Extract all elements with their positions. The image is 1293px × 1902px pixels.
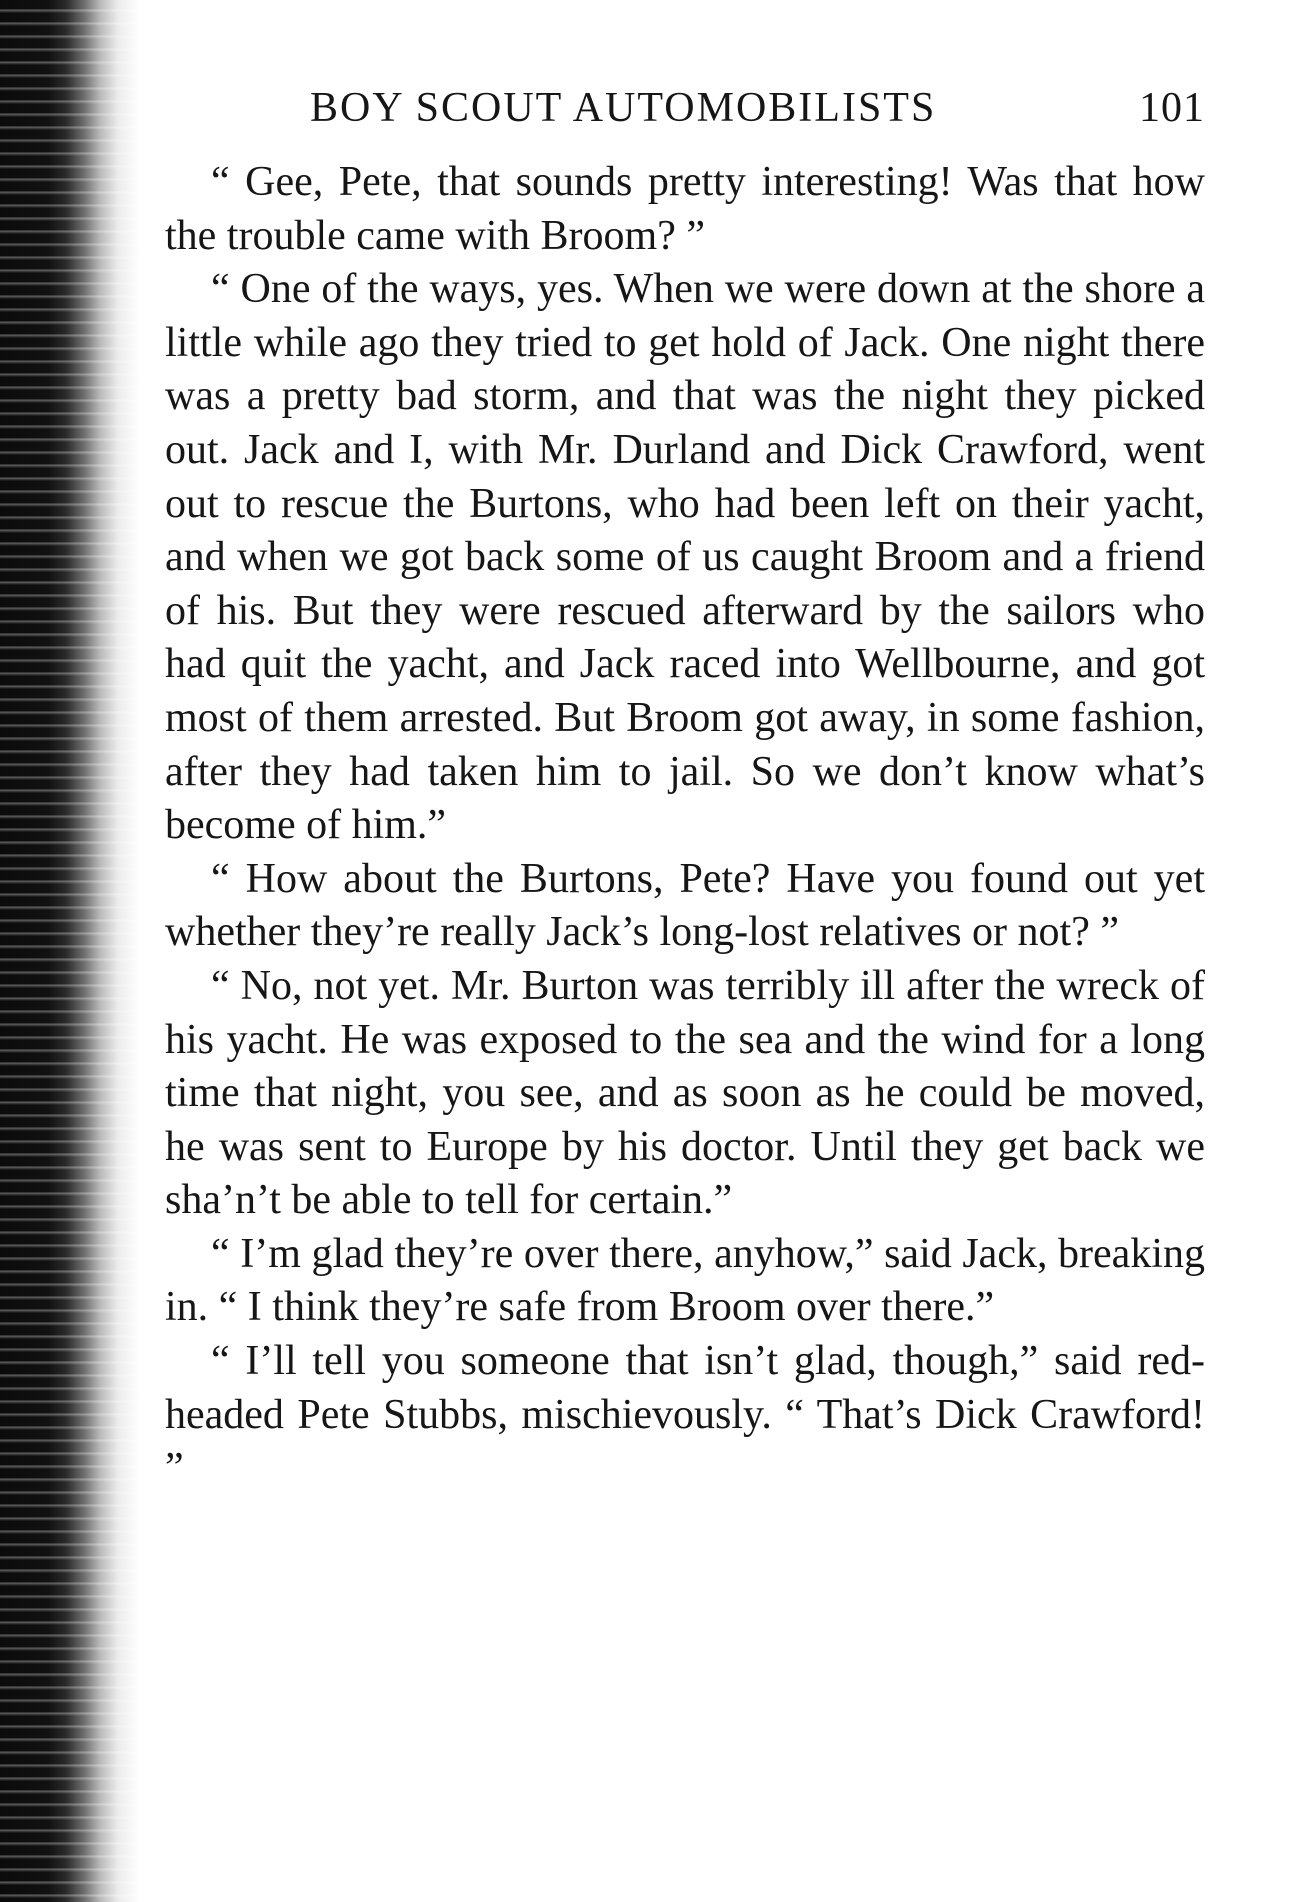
paragraph: “ No, not yet. Mr. Burton was terribly ill after the wreck of his yacht. He was exposed to the sea and the wind for a long time that night, you see, and as soon as he could be moved, he was sent to Europe by his doctor. Until they get back we sha’n’t be able to tell for certain.” [165, 962, 1205, 1224]
body-text [165, 156, 1205, 1496]
scan-binding-edge [0, 0, 150, 1902]
paragraph: “ Gee, Pete, that sounds pretty interesting! Was that how the trouble came with Broom? ” [165, 159, 1205, 259]
running-head [165, 84, 1205, 140]
paragraph: “ How about the Burtons, Pete? Have you found out yet whether they’re really Jack’s long-lost relatives or not? ” [165, 855, 1205, 956]
paragraph: “ I’m glad they’re over there, anyhow,” said Jack, breaking in. “ I think they’re safe from Broom over there.” [165, 1230, 1205, 1331]
running-title: BOY SCOUT AUTOMOBILISTS [310, 85, 937, 131]
book-page [165, 84, 1205, 1496]
paragraph: “ One of the ways, yes. When we were down at the shore a little while ago they tried to get hold of Jack. One night there was a pretty bad storm, and that was the night they picked out. Jack and I, with Mr. Durland and Dick Crawford, went out to rescue the Burtons, who had been left on their yacht, and when we got back some of us caught Broom and a friend of his. But they were rescued afterward by the sailors who had quit the yacht, and Jack raced into Wellbourne, and got most of them arrested. But Broom got away, in some fashion, after they had taken him to jail. So we don’t know what’s become of him.” [165, 266, 1205, 849]
page-number: 101 [1139, 85, 1205, 131]
paragraph: “ I’ll tell you someone that isn’t glad, though,” said red-headed Pete Stubbs, mischievously. “ That’s Dick Crawford! ” [165, 1338, 1205, 1492]
